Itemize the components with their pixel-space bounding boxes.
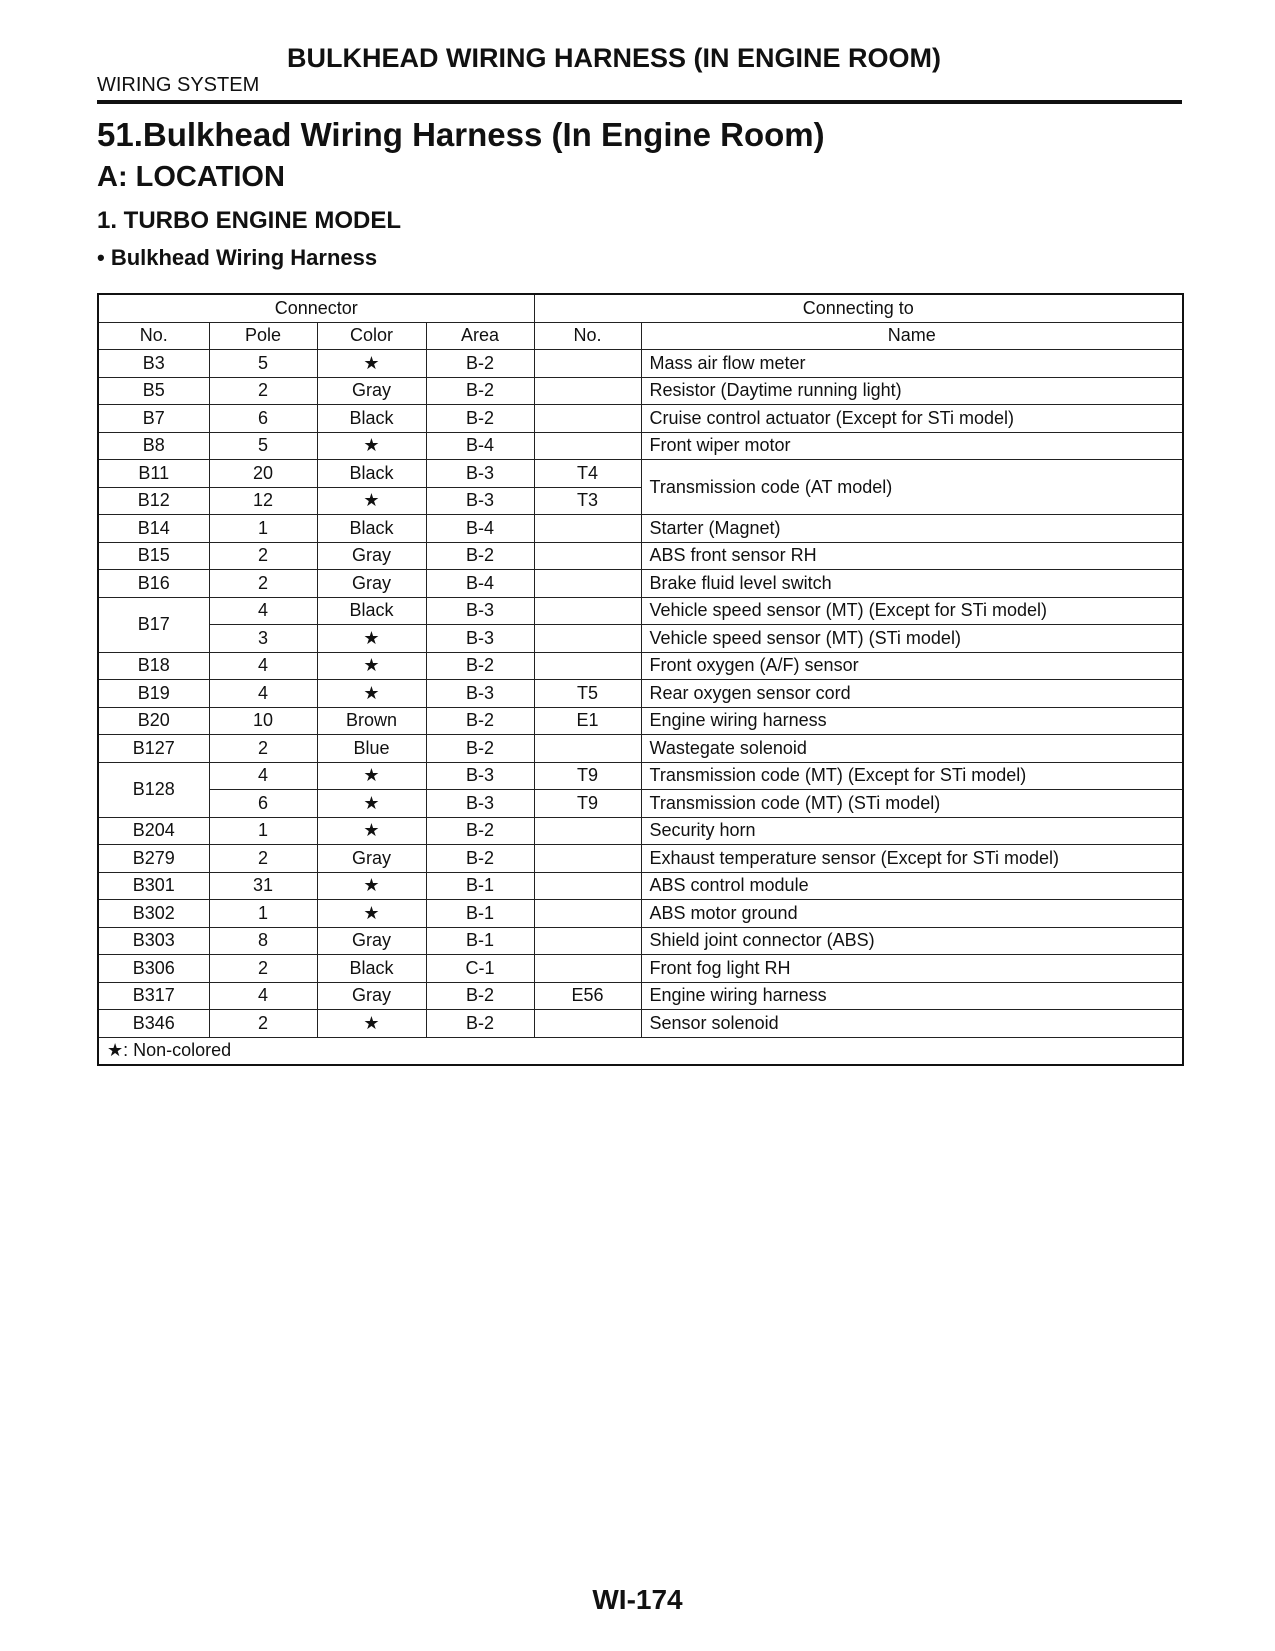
cell-pole: 4 [209, 982, 317, 1010]
cell-pole: 2 [209, 735, 317, 763]
cell-area: B-3 [426, 680, 534, 708]
cell-name: Mass air flow meter [641, 350, 1183, 378]
cell-name: Vehicle speed sensor (MT) (STi model) [641, 625, 1183, 653]
cell-name: ABS front sensor RH [641, 542, 1183, 570]
cell-no: B279 [98, 845, 209, 873]
cell-area: B-2 [426, 845, 534, 873]
cell-to-no [534, 900, 641, 928]
table-row [98, 707, 1183, 735]
table-row [98, 377, 1183, 405]
cell-name: Wastegate solenoid [641, 735, 1183, 763]
cell-no: B204 [98, 817, 209, 845]
cell-no: B19 [98, 680, 209, 708]
table-row [98, 625, 1183, 653]
table-row [98, 460, 1183, 488]
cell-no: B303 [98, 927, 209, 955]
cell-pole: 2 [209, 1010, 317, 1038]
cell-color: ★ [317, 872, 426, 900]
table-row [98, 515, 1183, 543]
cell-color: ★ [317, 432, 426, 460]
cell-name: Brake fluid level switch [641, 570, 1183, 598]
cell-name: Engine wiring harness [641, 982, 1183, 1010]
cell-area: B-2 [426, 652, 534, 680]
table-row [98, 762, 1183, 790]
cell-to-no: E56 [534, 982, 641, 1010]
cell-area: B-3 [426, 625, 534, 653]
table-row [98, 927, 1183, 955]
cell-color: Black [317, 460, 426, 488]
cell-area: B-1 [426, 872, 534, 900]
table-row [98, 432, 1183, 460]
table-row [98, 680, 1183, 708]
cell-area: B-1 [426, 927, 534, 955]
table-row [98, 872, 1183, 900]
cell-to-no [534, 377, 641, 405]
cell-name: Front oxygen (A/F) sensor [641, 652, 1183, 680]
cell-pole: 10 [209, 707, 317, 735]
group-header-connector: Connector [98, 294, 534, 322]
cell-to-no [534, 817, 641, 845]
cell-name: Front wiper motor [641, 432, 1183, 460]
cell-name: Transmission code (AT model) [641, 460, 1183, 515]
cell-no: B8 [98, 432, 209, 460]
cell-no: B14 [98, 515, 209, 543]
table-row [98, 817, 1183, 845]
chapter-title: 51.Bulkhead Wiring Harness (In Engine Room) [97, 116, 825, 153]
table-row [98, 570, 1183, 598]
cell-area: B-2 [426, 982, 534, 1010]
cell-no: B5 [98, 377, 209, 405]
cell-no: B306 [98, 955, 209, 983]
cell-to-no [534, 625, 641, 653]
table-row [98, 542, 1183, 570]
cell-to-no [534, 570, 641, 598]
cell-pole: 20 [209, 460, 317, 488]
cell-pole: 2 [209, 570, 317, 598]
cell-pole: 12 [209, 487, 317, 515]
cell-color: Gray [317, 542, 426, 570]
section-label: WIRING SYSTEM [97, 74, 260, 96]
cell-pole: 2 [209, 955, 317, 983]
cell-area: B-2 [426, 350, 534, 378]
cell-color: Gray [317, 927, 426, 955]
cell-pole: 2 [209, 542, 317, 570]
cell-to-no: T9 [534, 790, 641, 818]
cell-name: Transmission code (MT) (Except for STi model) [641, 762, 1183, 790]
cell-name: Security horn [641, 817, 1183, 845]
cell-name: Cruise control actuator (Except for STi model) [641, 405, 1183, 433]
cell-color: Black [317, 597, 426, 625]
cell-pole: 4 [209, 597, 317, 625]
cell-to-no [534, 542, 641, 570]
cell-color: ★ [317, 900, 426, 928]
cell-name: Vehicle speed sensor (MT) (Except for STi model) [641, 597, 1183, 625]
cell-color: Gray [317, 845, 426, 873]
cell-area: B-3 [426, 762, 534, 790]
header-rule [97, 100, 1182, 104]
subheading-location: A: LOCATION [97, 161, 285, 193]
cell-to-no: T4 [534, 460, 641, 488]
cell-pole: 4 [209, 680, 317, 708]
cell-to-no [534, 350, 641, 378]
table-row [98, 955, 1183, 983]
cell-to-no [534, 432, 641, 460]
cell-to-no [534, 405, 641, 433]
cell-to-no: E1 [534, 707, 641, 735]
cell-no: B20 [98, 707, 209, 735]
cell-pole: 31 [209, 872, 317, 900]
cell-color: Gray [317, 377, 426, 405]
cell-pole: 5 [209, 350, 317, 378]
cell-area: B-2 [426, 1010, 534, 1038]
cell-name: Exhaust temperature sensor (Except for STi model) [641, 845, 1183, 873]
table-footnote: ★: Non-colored [98, 1037, 1183, 1065]
cell-no: B17 [98, 597, 209, 652]
column-header-to-no: No. [534, 322, 641, 350]
cell-pole: 1 [209, 515, 317, 543]
cell-area: B-2 [426, 817, 534, 845]
running-title: BULKHEAD WIRING HARNESS (IN ENGINE ROOM) [287, 43, 941, 73]
cell-color: ★ [317, 350, 426, 378]
cell-area: B-3 [426, 597, 534, 625]
table-row [98, 350, 1183, 378]
cell-no: B346 [98, 1010, 209, 1038]
cell-no: B7 [98, 405, 209, 433]
column-header-no: No. [98, 322, 209, 350]
cell-color: ★ [317, 817, 426, 845]
cell-pole: 2 [209, 377, 317, 405]
cell-area: B-3 [426, 460, 534, 488]
table-column-header-row [98, 322, 1183, 350]
cell-color: ★ [317, 625, 426, 653]
cell-color: ★ [317, 1010, 426, 1038]
table-footnote-row [98, 1037, 1183, 1065]
cell-color: Brown [317, 707, 426, 735]
cell-to-no [534, 597, 641, 625]
cell-color: ★ [317, 790, 426, 818]
table-group-header-row [98, 294, 1183, 322]
cell-area: B-2 [426, 707, 534, 735]
cell-color: Black [317, 515, 426, 543]
cell-to-no [534, 845, 641, 873]
cell-color: Black [317, 955, 426, 983]
cell-name: Resistor (Daytime running light) [641, 377, 1183, 405]
cell-to-no: T9 [534, 762, 641, 790]
subheading-turbo-engine-model: 1. TURBO ENGINE MODEL [97, 207, 402, 234]
table-row [98, 900, 1183, 928]
cell-no: B301 [98, 872, 209, 900]
cell-to-no [534, 872, 641, 900]
cell-color: ★ [317, 762, 426, 790]
group-header-connecting-to: Connecting to [534, 294, 1183, 322]
cell-area: B-2 [426, 377, 534, 405]
bullet-heading: • Bulkhead Wiring Harness [97, 245, 378, 270]
table-row [98, 790, 1183, 818]
cell-color: Gray [317, 982, 426, 1010]
cell-color: ★ [317, 680, 426, 708]
cell-no: B317 [98, 982, 209, 1010]
cell-pole: 4 [209, 652, 317, 680]
cell-no: B128 [98, 762, 209, 817]
connector-table [97, 293, 1184, 1066]
table-row [98, 652, 1183, 680]
table-body [98, 350, 1183, 1066]
cell-name: Sensor solenoid [641, 1010, 1183, 1038]
table-row [98, 1010, 1183, 1038]
cell-pole: 6 [209, 405, 317, 433]
cell-area: B-1 [426, 900, 534, 928]
cell-area: B-3 [426, 790, 534, 818]
cell-name: ABS control module [641, 872, 1183, 900]
cell-to-no: T5 [534, 680, 641, 708]
cell-pole: 6 [209, 790, 317, 818]
cell-no: B18 [98, 652, 209, 680]
cell-to-no [534, 927, 641, 955]
cell-no: B127 [98, 735, 209, 763]
cell-pole: 4 [209, 762, 317, 790]
cell-color: ★ [317, 487, 426, 515]
cell-area: B-3 [426, 487, 534, 515]
cell-color: Black [317, 405, 426, 433]
cell-area: B-4 [426, 570, 534, 598]
table-row [98, 597, 1183, 625]
table-row [98, 845, 1183, 873]
cell-no: B11 [98, 460, 209, 488]
cell-to-no [534, 735, 641, 763]
cell-pole: 3 [209, 625, 317, 653]
cell-to-no [534, 652, 641, 680]
cell-name: Transmission code (MT) (STi model) [641, 790, 1183, 818]
cell-no: B15 [98, 542, 209, 570]
cell-area: B-4 [426, 432, 534, 460]
cell-pole: 8 [209, 927, 317, 955]
cell-name: ABS motor ground [641, 900, 1183, 928]
cell-color: Gray [317, 570, 426, 598]
cell-to-no [534, 955, 641, 983]
column-header-area: Area [426, 322, 534, 350]
page-number: WI-174 [592, 1584, 683, 1615]
cell-area: B-2 [426, 405, 534, 433]
cell-no: B16 [98, 570, 209, 598]
column-header-pole: Pole [209, 322, 317, 350]
table-row [98, 735, 1183, 763]
column-header-color: Color [317, 322, 426, 350]
cell-pole: 5 [209, 432, 317, 460]
cell-to-no: T3 [534, 487, 641, 515]
cell-pole: 1 [209, 900, 317, 928]
cell-name: Starter (Magnet) [641, 515, 1183, 543]
cell-no: B3 [98, 350, 209, 378]
cell-pole: 1 [209, 817, 317, 845]
table-row [98, 982, 1183, 1010]
cell-no: B12 [98, 487, 209, 515]
cell-pole: 2 [209, 845, 317, 873]
column-header-name: Name [641, 322, 1183, 350]
cell-area: B-4 [426, 515, 534, 543]
cell-color: Blue [317, 735, 426, 763]
cell-name: Shield joint connector (ABS) [641, 927, 1183, 955]
cell-color: ★ [317, 652, 426, 680]
cell-name: Engine wiring harness [641, 707, 1183, 735]
cell-area: B-2 [426, 735, 534, 763]
table-row [98, 405, 1183, 433]
cell-to-no [534, 515, 641, 543]
cell-no: B302 [98, 900, 209, 928]
cell-area: C-1 [426, 955, 534, 983]
cell-name: Front fog light RH [641, 955, 1183, 983]
cell-to-no [534, 1010, 641, 1038]
cell-area: B-2 [426, 542, 534, 570]
cell-name: Rear oxygen sensor cord [641, 680, 1183, 708]
